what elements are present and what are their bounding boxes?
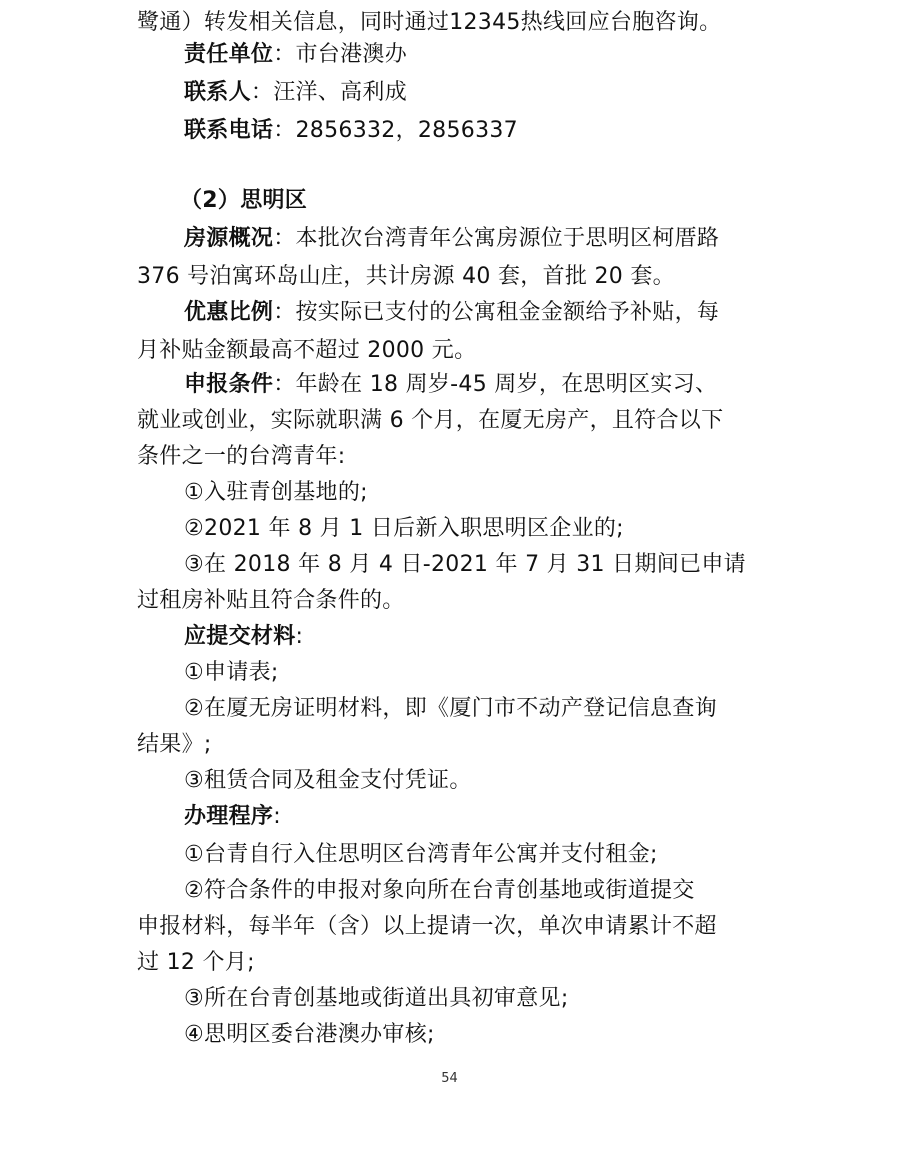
procedure-heading [184, 802, 281, 832]
field-value: ：年龄在 18 周岁-45 周岁，在思明区实习、 [273, 372, 718, 397]
body-line: 月补贴金额最高不超过 2000 元。 [137, 338, 477, 363]
field-label: 联系电话 [184, 118, 274, 143]
list-item: ②2021 年 8 月 1 日后新入职思明区企业的; [184, 516, 624, 541]
body-line: 申报材料，每半年（含）以上提请一次，单次申请累计不超 [137, 914, 717, 939]
list-item: ②符合条件的申报对象向所在台青创基地或街道提交 [184, 878, 695, 903]
body-line: 结果》; [137, 732, 212, 757]
field-label: 优惠比例 [184, 300, 274, 325]
materials-heading [184, 622, 303, 652]
list-item: ③租赁合同及租金支付凭证。 [184, 768, 472, 793]
body-line: 就业或创业，实际就职满 6 个月，在厦无房产，且符合以下 [137, 408, 724, 433]
field-label: 房源概况 [184, 226, 274, 251]
body-line: 鹭通）转发相关信息，同时通过12345热线回应台胞咨询。 [137, 10, 722, 35]
page-number: 54 [441, 1071, 458, 1086]
field-value: ：本批次台湾青年公寓房源位于思明区柯厝路 [273, 226, 720, 251]
body-line: 376 号泊寓环岛山庄，共计房源 40 套，首批 20 套。 [137, 264, 675, 289]
responsible-unit-line [184, 40, 407, 70]
field-label: 办理程序 [184, 804, 274, 829]
field-value: ：2856332，2856337 [273, 118, 518, 143]
field-value: ：按实际已支付的公寓租金金额给予补贴，每 [273, 300, 720, 325]
body-line: 条件之一的台湾青年: [137, 444, 346, 469]
body-line: 过 12 个月; [137, 950, 255, 975]
field-label: 联系人 [184, 80, 251, 105]
field-value: : [273, 804, 281, 829]
field-label: 责任单位 [184, 42, 274, 67]
field-label: 应提交材料 [184, 624, 296, 649]
section-heading: （2）思明区 [180, 188, 308, 213]
housing-overview-line [184, 224, 719, 254]
list-item: ①申请表; [184, 660, 279, 685]
field-value: : [295, 624, 304, 649]
application-conditions-line [184, 370, 717, 400]
contact-person-line [184, 78, 407, 108]
list-item: ③所在台青创基地或街道出具初审意见; [184, 986, 569, 1011]
discount-ratio-line [184, 298, 719, 328]
list-item: ①入驻青创基地的; [184, 480, 368, 505]
body-line: 过租房补贴且符合条件的。 [137, 588, 405, 613]
field-value: ：市台港澳办 [273, 42, 408, 67]
list-item: ③在 2018 年 8 月 4 日-2021 年 7 月 31 日期间已申请 [184, 552, 746, 577]
list-item: ④思明区委台港澳办审核; [184, 1022, 435, 1047]
field-label: 申报条件 [184, 372, 274, 397]
contact-phone-line [184, 116, 518, 146]
field-value: ：汪洋、高利成 [250, 80, 408, 105]
list-item: ②在厦无房证明材料，即《厦门市不动产登记信息查询 [184, 696, 717, 721]
list-item: ①台青自行入住思明区台湾青年公寓并支付租金; [184, 842, 658, 867]
